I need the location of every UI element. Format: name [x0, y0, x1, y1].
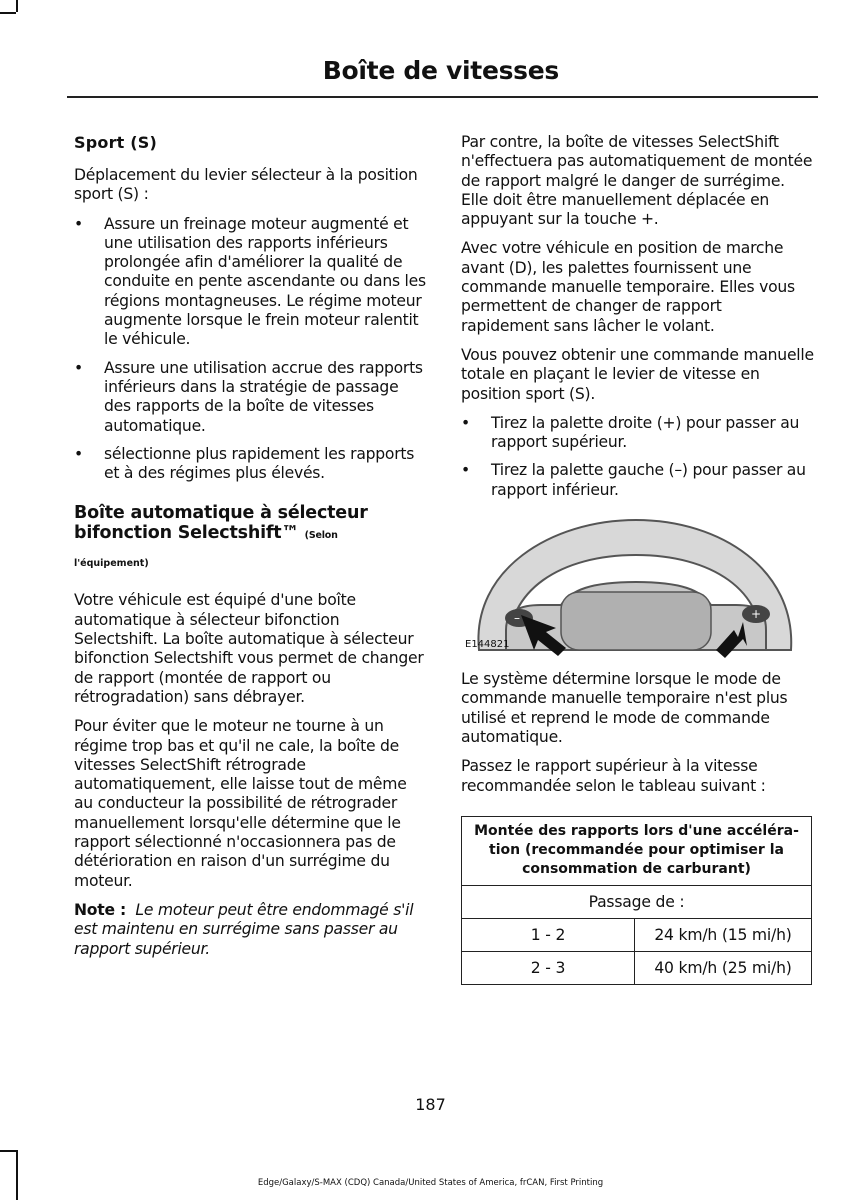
- crop-mark-bottom-left: [0, 1150, 16, 1152]
- right-para-3: Vous pouvez obtenir une commande manuelle totale en plaçant le levier de vitesse en position sport (S).: [461, 345, 814, 403]
- sport-heading: Sport (S): [74, 133, 158, 152]
- auto-heading-sub: l'équipement): [74, 558, 149, 570]
- paddle-bullet-list: [461, 414, 814, 500]
- page-number: 187: [415, 1095, 446, 1114]
- note: [74, 901, 426, 959]
- list-item: • Assure une utilisation accrue des rapports inférieurs dans la stratégie de passage des rapports de la boîte de vitesses automatique.: [74, 358, 423, 435]
- right-para-5: Passez le rapport supérieur à la vitesse recommandée selon le tableau suivant :: [461, 757, 766, 795]
- table-row: [462, 918, 812, 951]
- list-item: • sélectionne plus rapidement les rapports et à des régimes plus élevés.: [74, 444, 415, 483]
- table-subheader: Passage de :: [462, 885, 812, 918]
- crop-mark-top-left-vertical: [16, 0, 18, 12]
- bullet: •: [74, 214, 83, 233]
- paddle-minus-label: –: [514, 611, 520, 626]
- crop-mark-top-left: [0, 12, 16, 14]
- list-item: • Tirez la palette gauche (–) pour passer au rapport inférieur.: [461, 461, 806, 499]
- table-title: Montée des rapports lors d'une accéléra-tion (recommandée pour optimiser la consommation de carburant): [462, 816, 812, 885]
- sport-intro: Déplacement du levier sélecteur à la position sport (S) :: [74, 166, 418, 204]
- footer: Edge/Galaxy/S-MAX (CDQ) Canada/United States of America, frCAN, First Printing: [257, 1178, 604, 1188]
- auto-para-2: Pour éviter que le moteur ne tourne à un régime trop bas et qu'il ne cale, la boîte de vitesses SelectShift rétrograde automatiquement, elle laisse tout de même au conducteur la possibilité de rétrograder manuellement lorsqu'elle détermine que le rapport sélectionné n'occasionnera pas de détérioration en raison d'un surrégime du moteur.: [74, 717, 407, 890]
- paddle-plus-label: +: [751, 607, 762, 622]
- bullet: •: [461, 461, 470, 480]
- left-column: [74, 133, 426, 969]
- sport-bullet-list: [74, 215, 426, 484]
- shift-table: [461, 816, 812, 985]
- steering-wheel-illustration: [461, 510, 806, 660]
- figure-id: E144821: [465, 639, 510, 651]
- table-cell-shift: 2 - 3: [462, 951, 635, 984]
- right-column: [461, 133, 814, 985]
- header-divider: [67, 96, 818, 98]
- table-row: [462, 951, 812, 984]
- right-para-2: Avec votre véhicule en position de marche avant (D), les palettes fournissent une commande manuelle temporaire. Elles vous permettent de changer de rapport rapidement sans lâcher le volant.: [461, 239, 795, 335]
- table-cell-speed: 24 km/h (15 mi/h): [635, 918, 812, 951]
- bullet: •: [74, 444, 83, 463]
- steering-wheel-figure: [461, 510, 806, 660]
- auto-para-1: Votre véhicule est équipé d'une boîte automatique à sélecteur bifonction Selectshift. La boîte automatique à sélecteur bifonction Selectshift vous permet de changer de rapport (montée de rapport ou rétrogradation) sans débrayer.: [74, 591, 424, 706]
- auto-heading: Boîte automatique à sélecteur bifonction Selectshift™ (Selon: [74, 503, 368, 544]
- note-label: Note :: [74, 900, 126, 919]
- table-cell-shift: 1 - 2: [462, 918, 635, 951]
- right-para-4: Le système détermine lorsque le mode de commande manuelle temporaire n'est plus utilisé et reprend le mode de commande automatique.: [461, 670, 788, 746]
- bullet: •: [461, 413, 470, 432]
- bullet: •: [74, 358, 83, 377]
- auto-heading-small: (Selon: [304, 530, 338, 542]
- page-title: Boîte de vitesses: [322, 56, 559, 85]
- list-item: • Tirez la palette droite (+) pour passer au rapport supérieur.: [461, 413, 800, 452]
- crop-mark-bottom-left-vertical: [16, 1150, 18, 1200]
- note-text: Le moteur peut être endommagé s'il est maintenu en surrégime sans passer au rapport supérieur.: [74, 900, 414, 958]
- list-item: • Assure un freinage moteur augmenté et une utilisation des rapports inférieurs prolongée afin d'améliorer la qualité de conduite en pente ascendante ou dans les régions montagneuses. Le régime moteur augmente lorsque le frein moteur ralentit le véhicule.: [74, 214, 426, 349]
- table-cell-speed: 40 km/h (25 mi/h): [635, 951, 812, 984]
- right-para-1: Par contre, la boîte de vitesses SelectShift n'effectuera pas automatiquement de montée de rapport malgré le danger de surrégime. Elle doit être manuellement déplacée en appuyant sur la touche +.: [461, 133, 813, 229]
